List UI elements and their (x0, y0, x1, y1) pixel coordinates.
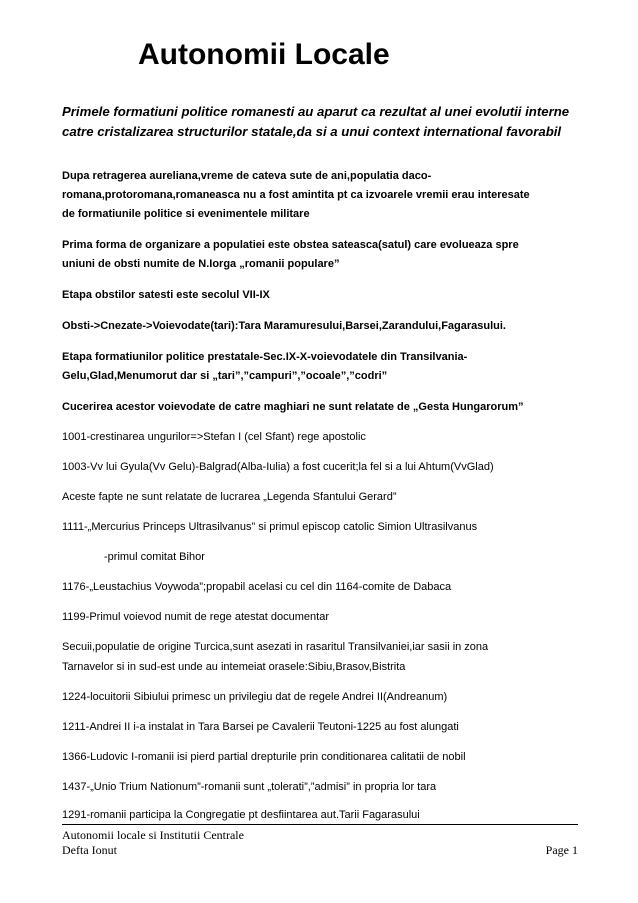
text-line: 1001-crestinarea ungurilor=>Stefan I (cel Sfant) rege apostolic (62, 431, 366, 443)
text-line: 1176-„Leustachius Voywoda”;propabil acelasi cu cel din 1164-comite de Dabaca (62, 581, 452, 593)
text-line: 1437-„Unio Trium Nationum”-romanii sunt „tolerati”,”admisi” in propria lor tara (62, 781, 437, 793)
text-line: uniuni de obsti numite de N.Iorga „romanii populare” (62, 258, 340, 270)
text-line: 1003-Vv lui Gyula(Vv Gelu)-Balgrad(Alba-Iulia) a fost cucerit;la fel si a lui Ahtum(VvGlad) (62, 461, 494, 473)
text-line: de formatiunile politice si evenimentele militare (62, 208, 310, 220)
text-line: 1111-„Mercurius Princeps Ultrasilvanus” si primul episcop catolic Simion Ultrasilvanus (62, 521, 478, 533)
text-line: Obsti->Cnezate->Voievodate(tari):Tara Maramuresului,Barsei,Zarandului,Fagarasului. (62, 320, 506, 332)
text-line: 1291-romanii participa la Congregatie pt desfiintarea aut.Tarii Fagarasului (62, 809, 420, 821)
footer-author: Defta Ionut (62, 843, 117, 857)
text-line: Cucerirea acestor voievodate de catre maghiari ne sunt relatate de „Gesta Hungarorum” (62, 401, 524, 413)
footer-title: Autonomii locale si Institutii Centrale (62, 828, 244, 842)
text-line: Tarnavelor si in sud-est unde au intemeiat orasele:Sibiu,Brasov,Bistrita (62, 661, 406, 673)
page-title: Autonomii Locale (138, 38, 390, 71)
text-line: romana,protoromana,romaneasca nu a fost amintita pt ca izvoarele vremii erau interesate (62, 189, 530, 201)
text-line: 1366-Ludovic I-romanii isi pierd partial drepturile prin conditionarea calitatii de nobil (62, 751, 466, 763)
text-line: Secuii,populatie de origine Turcica,sunt asezati in rasaritul Transilvaniei,iar sasii in zona (62, 641, 489, 653)
footer-divider (62, 824, 578, 825)
intro-paragraph: Primele formatiuni politice romanesti au aparut ca rezultat al unei evolutii interne catre cristalizarea structurilor statale,da si a unui context international favorabil (62, 104, 570, 139)
text-line: 1211-Andrei II i-a instalat in Tara Barsei pe Cavalerii Teutoni-1225 au fost alungati (62, 721, 459, 733)
page-number: Page 1 (545, 843, 578, 857)
text-line: Dupa retragerea aureliana,vreme de cateva sute de ani,populatia daco- (62, 170, 432, 182)
text-line: Gelu,Glad,Menumorut dar si „tari”,”campuri”,”ocoale”,”codri” (62, 370, 388, 382)
text-line: Prima forma de organizare a populatiei este obstea sateasca(satul) care evolueaza spre (62, 239, 519, 251)
text-line: -primul comitat Bihor (104, 551, 205, 563)
text-line: Etapa obstilor satesti este secolul VII-IX (62, 289, 270, 301)
text-line: 1199-Primul voievod numit de rege atestat documentar (62, 611, 329, 623)
text-line: 1224-locuitorii Sibiului primesc un privilegiu dat de regele Andrei II(Andreanum) (62, 691, 448, 703)
text-line: Aceste fapte ne sunt relatate de lucrarea „Legenda Sfantului Gerard” (62, 491, 397, 503)
text-line: Etapa formatiunilor politice prestatale-Sec.IX-X-voievodatele din Transilvania- (62, 351, 468, 363)
